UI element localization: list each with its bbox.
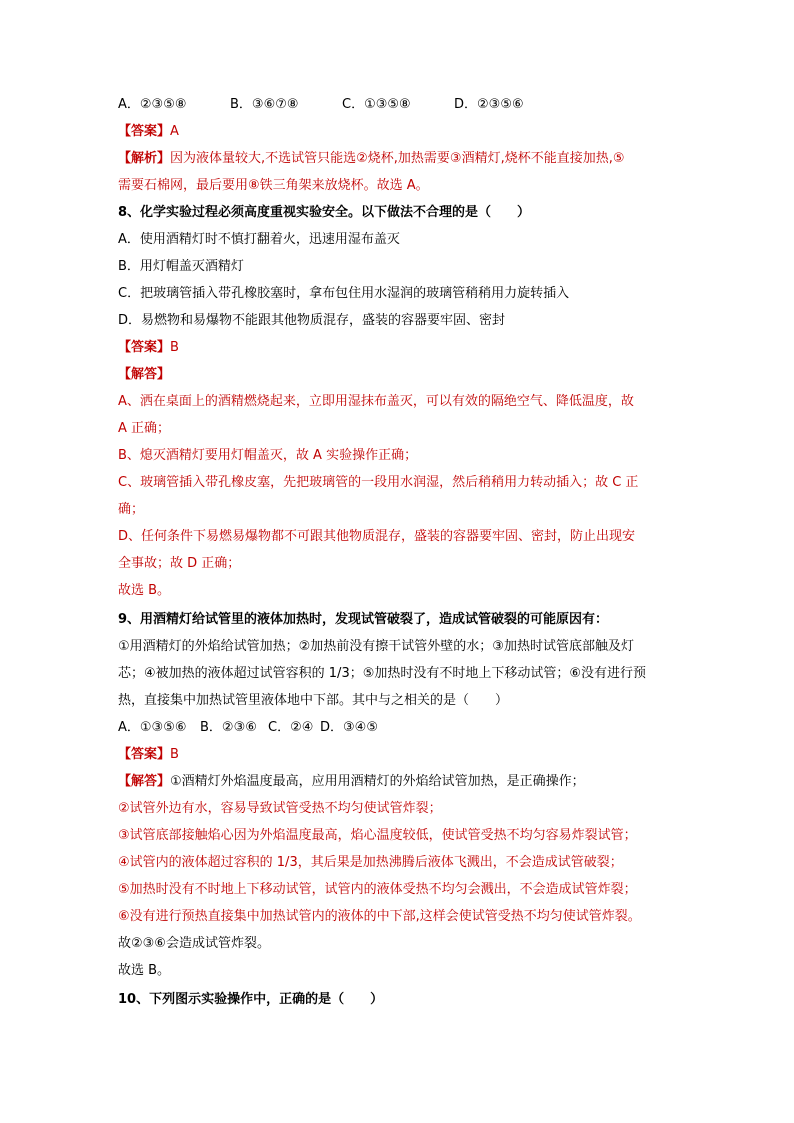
question-number: 10、 xyxy=(118,992,150,1007)
answer-tag: 【答案】 xyxy=(118,747,171,762)
q7-option-c: C．①③⑤⑧ xyxy=(342,97,411,112)
answer-tag: 【答案】 xyxy=(118,124,171,139)
analysis-text: 因为液体量较大,不选试管只能选②烧杯,加热需要③酒精灯,烧杯不能直接加热,⑤ xyxy=(170,151,625,166)
q10-stem xyxy=(118,991,383,1009)
q9-stem-line: 热，直接集中加热试管里液体地中下部。其中与之相关的是（ ） xyxy=(118,693,509,708)
q9-option-a: A．①③⑤⑥ xyxy=(118,720,187,735)
q9-analysis-line: ⑤加热时没有不时地上下移动试管，试管内的液体受热不均匀会溅出，不会造成试管炸裂； xyxy=(118,882,637,897)
q9-answer xyxy=(118,746,179,764)
q7-options xyxy=(118,96,544,114)
q8-option-a: A．使用酒精灯时不慎打翻着火，迅速用湿布盖灭 xyxy=(118,232,400,247)
q8-analysis-line: 确； xyxy=(118,502,145,517)
question-stem: 下列图示实验操作中，正确的是（ ） xyxy=(149,992,384,1007)
q9-conclusion: 故选 B。 xyxy=(118,963,171,978)
q9-analysis-line: ③试管底部接触焰心因为外焰温度最高，焰心温度较低，使试管受热不均匀容易炸裂试管； xyxy=(118,828,637,843)
q9-analysis-line: ②试管外边有水，容易导致试管受热不均匀使试管炸裂； xyxy=(118,801,442,816)
q8-analysis-line: D、任何条件下易燃易爆物都不可跟其他物质混存，盛装的容器要牢固、密封，防止出现安 xyxy=(118,529,636,544)
q8-option-b: B．用灯帽盖灭酒精灯 xyxy=(118,259,244,274)
q8-stem xyxy=(118,204,530,222)
q9-stem-line: ①用酒精灯的外焰给试管加热；②加热前没有擦干试管外壁的水；③加热时试管底部触及灯 xyxy=(118,639,634,654)
answer-tag: 【答案】 xyxy=(118,340,171,355)
analysis-text: ①酒精灯外焰温度最高，应用用酒精灯的外焰给试管加热，是正确操作； xyxy=(170,774,585,789)
q8-conclusion: 故选 B。 xyxy=(118,583,171,598)
analysis-tag: 【解答】 xyxy=(118,367,171,382)
analysis-tag: 【解答】 xyxy=(118,774,171,789)
q9-analysis-line: ⑥没有进行预热直接集中加热试管内的液体的中下部,这样会使试管受热不均匀使试管炸裂。 xyxy=(118,909,641,924)
q9-option-d: D．③④⑤ xyxy=(320,720,378,735)
q7-option-b: B．③⑥⑦⑧ xyxy=(230,97,299,112)
q8-analysis-line: B、熄灭酒精灯要用灯帽盖灭，故 A 实验操作正确； xyxy=(118,448,418,463)
question-number: 8、 xyxy=(118,205,141,220)
q7-analysis-line-1 xyxy=(118,150,625,168)
question-stem: 用酒精灯给试管里的液体加热时，发现试管破裂了，造成试管破裂的可能原因有： xyxy=(140,612,609,627)
q8-option-c: C．把玻璃管插入带孔橡胶塞时，拿布包住用水湿润的玻璃管稍稍用力旋转插入 xyxy=(118,286,570,301)
q9-option-c: C．②④ xyxy=(268,720,314,735)
answer-value: A xyxy=(170,124,179,139)
q8-option-d: D．易燃物和易爆物不能跟其他物质混存，盛装的容器要牢固、密封 xyxy=(118,313,506,328)
q8-answer xyxy=(118,339,179,357)
question-stem: 化学实验过程必须高度重视实验安全。以下做法不合理的是（ ） xyxy=(140,205,531,220)
q9-analysis-line: ④试管内的液体超过容积的 1/3，其后果是加热沸腾后液体飞溅出，不会造成试管破裂； xyxy=(118,855,623,870)
answer-value: B xyxy=(170,340,179,355)
q7-analysis-line-2: 需要石棉网，最后要用⑧铁三角架来放烧杯。故选 A。 xyxy=(118,178,429,193)
q7-option-a: A．②③⑤⑧ xyxy=(118,97,187,112)
answer-value: B xyxy=(170,747,179,762)
analysis-tag: 【解析】 xyxy=(118,151,171,166)
q9-conclusion: 故②③⑥会造成试管炸裂。 xyxy=(118,936,270,951)
question-number: 9、 xyxy=(118,612,141,627)
q8-analysis-tag xyxy=(118,366,170,384)
q7-answer xyxy=(118,123,179,141)
q9-analysis-first-line xyxy=(118,773,585,791)
q8-analysis-line: A 正确； xyxy=(118,421,171,436)
q8-analysis-line: 全事故；故 D 正确； xyxy=(118,556,241,571)
q9-stem-line: 芯；④被加热的液体超过试管容积的 1/3；⑤加热时没有不时地上下移动试管；⑥没有进行预 xyxy=(118,666,647,681)
q8-analysis-line: A、洒在桌面上的酒精燃烧起来，立即用湿抹布盖灭，可以有效的隔绝空气、降低温度，故 xyxy=(118,394,634,409)
q7-option-d: D．②③⑤⑥ xyxy=(454,97,524,112)
q9-option-b: B．②③⑥ xyxy=(200,720,257,735)
q9-options xyxy=(118,719,378,737)
q9-stem xyxy=(118,611,608,629)
q8-analysis-line: C、玻璃管插入带孔橡皮塞，先把玻璃管的一段用水润湿，然后稍稍用力转动插入；故 C 正 xyxy=(118,475,639,490)
